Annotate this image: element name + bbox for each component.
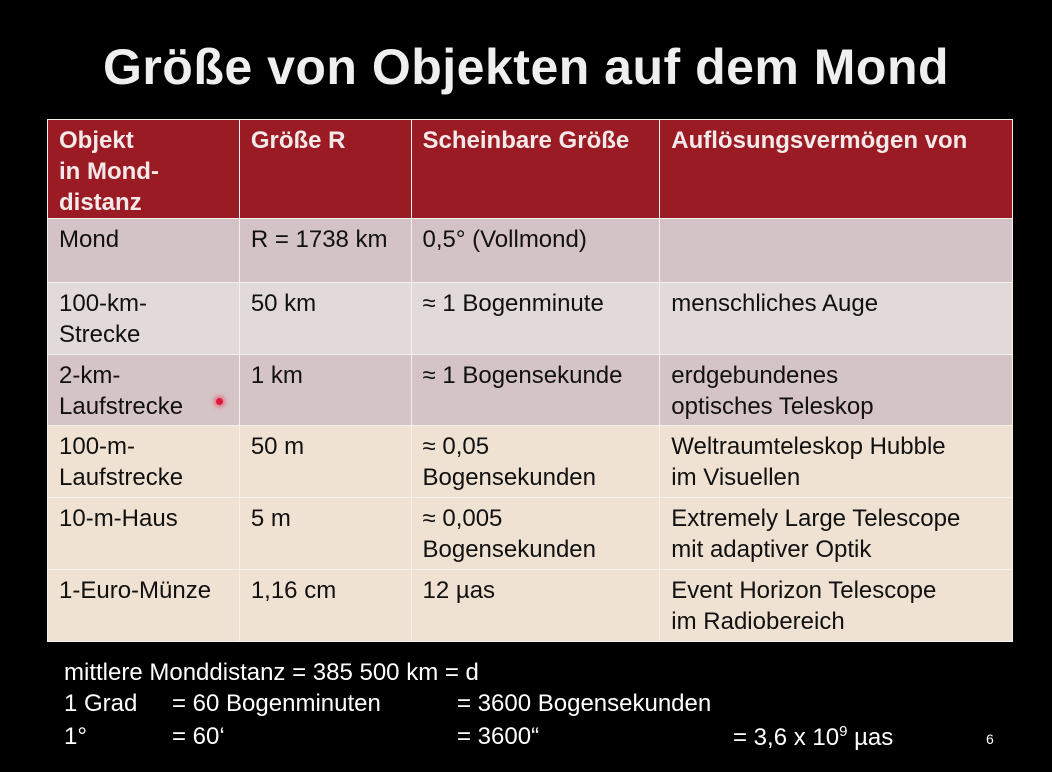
footer-line-distance: mittlere Monddistanz = 385 500 km = d [64,659,479,686]
table-row [48,498,1013,570]
table-header-row [48,120,1013,219]
cell-apparent-size: ≈ 1 Bogensekunde [411,355,660,426]
cell-size: 50 m [239,426,411,498]
cell-object: 1-Euro-Münze [48,570,240,642]
slide-title: Größe von Objekten auf dem Mond [102,39,950,95]
cell-resolution [660,219,1013,283]
cell-object: 2-km- Laufstrecke [48,355,240,426]
table-row [48,355,1013,426]
footer-degree-minutes: = 60‘ [172,723,225,750]
cell-resolution: menschliches Auge [660,283,1013,355]
page-number: 6 [986,731,994,747]
cell-size: 1 km [239,355,411,426]
header-groesse: Größe R [239,120,411,219]
footer-degree-symbol: 1° [64,723,87,750]
footer-degree-seconds: = 3600“ [457,723,540,750]
footer-grad-minutes: = 60 Bogenminuten [172,690,381,717]
header-scheinbare-groesse: Scheinbare Größe [411,120,660,219]
table-row [48,570,1013,642]
cell-object: 100-m- Laufstrecke [48,426,240,498]
header-objekt: Objekt in Mond- distanz [48,120,240,219]
cell-size: 5 m [239,498,411,570]
cell-apparent-size: ≈ 0,005 Bogensekunden [411,498,660,570]
laser-pointer-dot [216,398,223,405]
size-table [47,119,1013,642]
table-row [48,283,1013,355]
cell-object: 10-m-Haus [48,498,240,570]
table-row [48,426,1013,498]
footer-microarcsec: = 3,6 x $10^9$ µas [733,723,894,751]
cell-size: R = 1738 km [239,219,411,283]
footer-grad-label: 1 Grad [64,690,138,717]
header-aufloesung: Auflösungsvermögen von [660,120,1013,219]
cell-object: 100-km- Strecke [48,283,240,355]
cell-apparent-size: ≈ 1 Bogenminute [411,283,660,355]
cell-resolution: Weltraumteleskop Hubble im Visuellen [660,426,1013,498]
cell-apparent-size: ≈ 0,05 Bogensekunden [411,426,660,498]
table-row [48,219,1013,283]
footer-grad-seconds: = 3600 Bogensekunden [457,690,712,717]
cell-apparent-size: 12 µas [411,570,660,642]
cell-resolution: Event Horizon Telescope im Radiobereich [660,570,1013,642]
cell-size: 1,16 cm [239,570,411,642]
cell-resolution: erdgebundenes optisches Teleskop [660,355,1013,426]
cell-resolution: Extremely Large Telescope mit adaptiver Optik [660,498,1013,570]
cell-size: 50 km [239,283,411,355]
cell-object: Mond [48,219,240,283]
cell-apparent-size: 0,5° (Vollmond) [411,219,660,283]
